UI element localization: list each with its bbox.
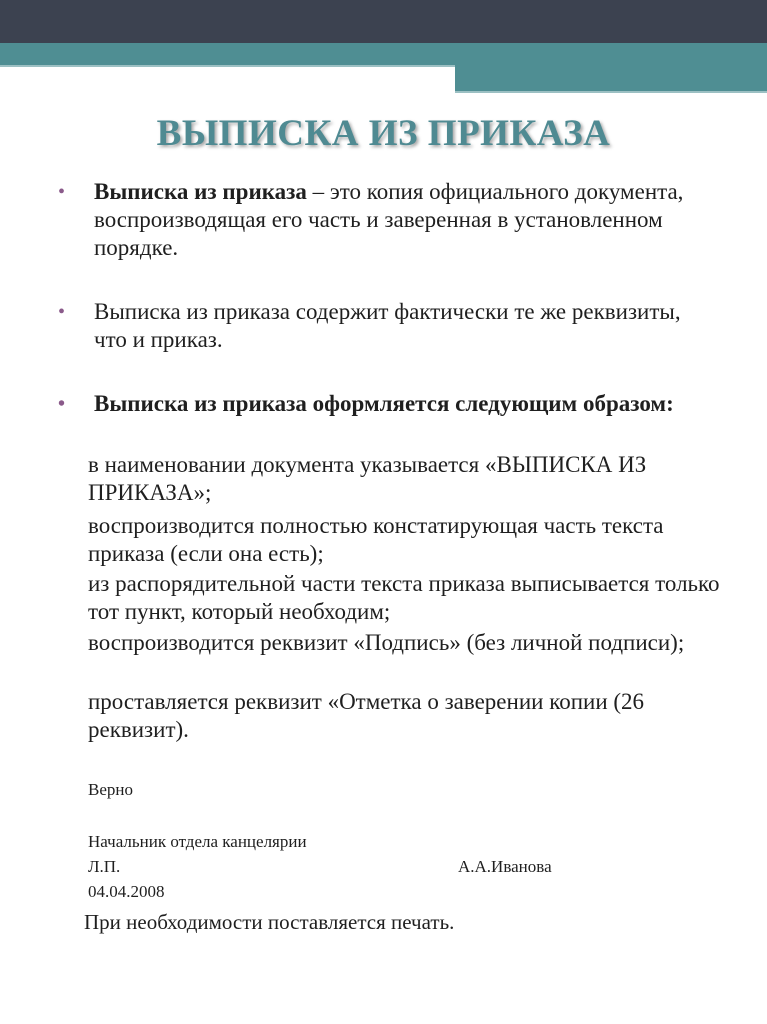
certification-position: Начальник отдела канцелярии: [88, 832, 307, 851]
bullet-rest: – это копия официального документа, воспроизводящая его часть и заверенная в установленном порядке.: [94, 179, 684, 260]
bullet-definition: [58, 178, 708, 262]
header-line-left: [0, 65, 455, 67]
bullet-bold-term: Выписка из приказа: [94, 179, 307, 204]
header-band-teal: [0, 43, 767, 65]
bullet-format: [58, 390, 708, 418]
step-item: проставляется реквизит «Отметка о заверении копии (26 реквизит).: [88, 689, 645, 742]
step-item: из распорядительной части текста приказа выписывается только тот пункт, который необходим;: [88, 571, 720, 624]
bullet-text: Выписка из приказа содержит фактически те же реквизиты, что и приказ.: [94, 299, 681, 352]
bullet-text: Выписка из приказа оформляется следующим образом:: [94, 391, 674, 416]
certification-date: 04.04.2008: [88, 882, 165, 901]
header-band-teal-step: [455, 65, 767, 91]
bullet-dot-icon: •: [58, 181, 66, 203]
step-item: воспроизводится полностью констатирующая часть текста приказа (если она есть);: [88, 513, 664, 566]
header-line-right: [455, 91, 767, 93]
step-item: воспроизводится реквизит «Подпись» (без личной подписи);: [88, 630, 685, 655]
bullet-requisites: [58, 298, 708, 354]
certification-verno: Верно: [88, 780, 133, 799]
bullet-text: [94, 178, 708, 262]
stamp-note: При необходимости поставляется печать.: [84, 910, 455, 934]
bullet-dot-icon: •: [58, 393, 66, 415]
certification-name: А.А.Иванова: [458, 857, 552, 876]
certification-initials: Л.П.: [88, 857, 121, 876]
bullet-dot-icon: •: [58, 301, 66, 323]
header-band-dark: [0, 0, 767, 43]
slide-title: ВЫПИСКА ИЗ ПРИКАЗА: [156, 113, 611, 154]
step-item: в наименовании документа указывается «ВЫПИСКА ИЗ ПРИКАЗА»;: [88, 452, 647, 505]
